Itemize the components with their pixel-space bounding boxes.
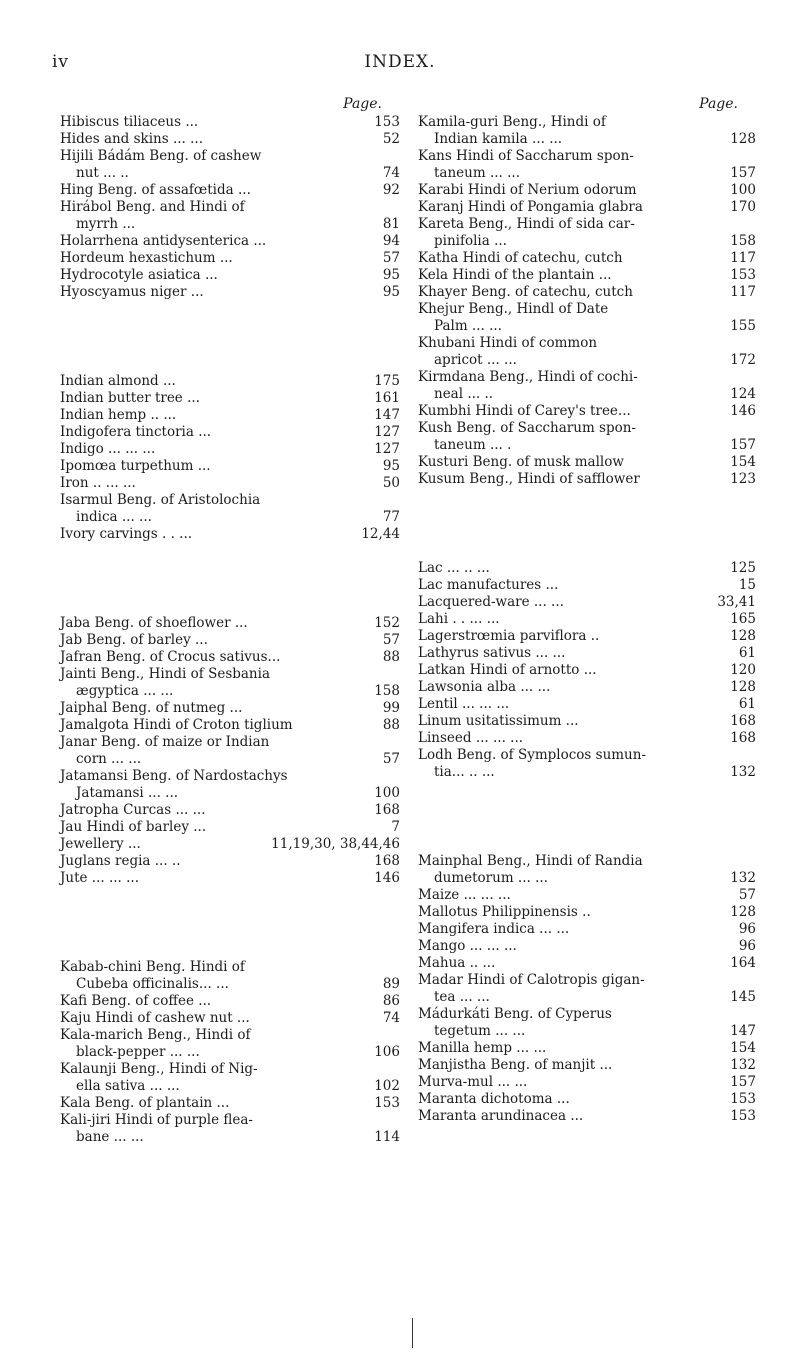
page-column-label: Page.	[343, 96, 382, 112]
entry-page: 123	[730, 471, 756, 487]
index-entry	[418, 955, 756, 972]
index-entry	[418, 114, 756, 148]
entry-term: Kush Beng. of Saccharum spon- taneum ... .	[418, 420, 636, 453]
entry-page: 95	[382, 458, 400, 474]
entry-term: Kusum Beng., Hindi of safflower	[418, 471, 640, 487]
index-entry	[418, 594, 756, 611]
entry-page: 57	[382, 250, 400, 266]
entry-term: Juglans regia ... ..	[60, 853, 181, 869]
index-entry	[60, 424, 400, 441]
entry-term: Mahua .. ...	[418, 955, 496, 971]
entry-term: Mangifera indica ... ...	[418, 921, 570, 937]
entry-term: Lodh Beng. of Symplocos sumun- tia... .. ...	[418, 747, 647, 780]
index-entry	[60, 1027, 400, 1061]
entry-page: 153	[730, 267, 756, 283]
entry-page: 170	[730, 199, 756, 215]
entry-term: Hijili Bádám Beng. of cashew nut ... ..	[60, 148, 262, 181]
index-entry	[60, 836, 400, 853]
index-entry	[60, 492, 400, 526]
entry-term: Kala-marich Beng., Hindi of black-pepper ... ...	[60, 1027, 251, 1060]
entry-page: 147	[374, 407, 400, 423]
index-entry	[60, 407, 400, 424]
entry-page: 81	[382, 216, 400, 232]
entry-term: Hordeum hexastichum ...	[60, 250, 233, 266]
entry-page: 102	[374, 1078, 400, 1094]
entry-page: 153	[374, 114, 400, 130]
entry-page: 158	[730, 233, 756, 249]
left-column	[60, 96, 400, 1146]
index-entry	[60, 1010, 400, 1027]
index-entry	[60, 373, 400, 390]
entry-page: 128	[730, 628, 756, 644]
column-divider	[412, 1318, 413, 1348]
entry-page: 128	[730, 904, 756, 920]
entry-page: 99	[382, 700, 400, 716]
entry-term: Indigofera tinctoria ...	[60, 424, 212, 440]
entry-page: 168	[730, 730, 756, 746]
index-entry	[418, 887, 756, 904]
entry-term: Mainphal Beng., Hindi of Randia dumetorum ... ...	[418, 853, 643, 886]
entry-page: 132	[730, 764, 756, 780]
page-header	[0, 52, 800, 82]
entry-term: Kusturi Beng. of musk mallow	[418, 454, 624, 470]
entry-term: Jaiphal Beng. of nutmeg ...	[60, 700, 243, 716]
entry-term: Kalaunji Beng., Hindi of Nig- ella sativa ... ...	[60, 1061, 258, 1094]
page-number: iv	[52, 52, 70, 72]
entry-page: 152	[374, 615, 400, 631]
entry-page: 154	[730, 1040, 756, 1056]
index-entry	[418, 420, 756, 454]
entry-term: Murva-mul ... ...	[418, 1074, 528, 1090]
entry-page: 77	[382, 509, 400, 525]
index-letter-group	[418, 560, 756, 781]
entry-page: 165	[730, 611, 756, 627]
index-entry	[60, 700, 400, 717]
entry-term: Jainti Beng., Hindi of Sesbania ægyptica ... ...	[60, 666, 270, 699]
index-entry	[418, 938, 756, 955]
entry-term: Lagerstrœmia parviflora ..	[418, 628, 600, 644]
index-entry	[418, 216, 756, 250]
entry-page: 86	[382, 993, 400, 1009]
entry-term: Indigo ... ... ...	[60, 441, 156, 457]
letter-gap	[60, 887, 400, 959]
index-entry	[418, 199, 756, 216]
entry-term: Kamila-guri Beng., Hindi of Indian kamila ... ...	[418, 114, 606, 147]
entry-term: Mallotus Philippinensis ..	[418, 904, 591, 920]
entry-page: 172	[730, 352, 756, 368]
index-entry	[418, 1091, 756, 1108]
entry-page: 74	[382, 165, 400, 181]
entry-page: 95	[382, 284, 400, 300]
entry-page: 161	[374, 390, 400, 406]
entry-term: Jab Beng. of barley ...	[60, 632, 208, 648]
index-entry	[418, 1108, 756, 1125]
entry-page: 128	[730, 679, 756, 695]
index-entry	[60, 853, 400, 870]
index-entry	[60, 284, 400, 301]
entry-page: 88	[382, 649, 400, 665]
index-entry	[418, 713, 756, 730]
entry-page: 146	[730, 403, 756, 419]
entry-page: 11,19,30, 38,44,46	[271, 836, 400, 852]
index-entry	[60, 114, 400, 131]
entry-page: 96	[738, 938, 756, 954]
entry-term: Kali-jiri Hindi of purple flea- bane ... ...	[60, 1112, 253, 1145]
entry-page: 153	[730, 1108, 756, 1124]
entry-term: Khayer Beng. of catechu, cutch	[418, 284, 633, 300]
entry-term: Maize ... ... ...	[418, 887, 511, 903]
index-letter-group	[60, 615, 400, 887]
index-entry	[418, 904, 756, 921]
index-entry	[418, 1074, 756, 1091]
entry-page: 50	[382, 475, 400, 491]
index-entry	[60, 233, 400, 250]
entry-term: Khubani Hindi of common apricot ... ...	[418, 335, 598, 368]
entry-term: Kala Beng. of plantain ...	[60, 1095, 230, 1111]
entry-page: 128	[730, 131, 756, 147]
entry-term: Lacquered-ware ... ...	[418, 594, 564, 610]
entry-term: Lentil ... ... ...	[418, 696, 510, 712]
index-entry	[60, 768, 400, 802]
letter-gap	[418, 781, 756, 853]
entry-page: 117	[730, 284, 756, 300]
entry-term: Linseed ... ... ...	[418, 730, 524, 746]
entry-page: 146	[374, 870, 400, 886]
entry-page: 57	[738, 887, 756, 903]
index-entry	[60, 649, 400, 666]
index-entry	[418, 730, 756, 747]
entry-term: Iron .. ... ...	[60, 475, 136, 491]
entry-term: Janar Beng. of maize or Indian corn ... ...	[60, 734, 270, 767]
index-entry	[60, 182, 400, 199]
page-column-label: Page.	[699, 96, 738, 112]
entry-page: 153	[374, 1095, 400, 1111]
entry-term: Indian hemp .. ...	[60, 407, 177, 423]
index-entry	[418, 611, 756, 628]
index-entry	[418, 679, 756, 696]
entry-page: 33,41	[717, 594, 756, 610]
index-entry	[418, 921, 756, 938]
index-entry	[418, 403, 756, 420]
entry-page: 12,44	[361, 526, 400, 542]
entry-term: Hides and skins ... ...	[60, 131, 203, 147]
entry-page: 100	[730, 182, 756, 198]
entry-term: Mango ... ... ...	[418, 938, 517, 954]
index-entry	[418, 662, 756, 679]
entry-term: Holarrhena antidysenterica ...	[60, 233, 267, 249]
entry-term: Katha Hindi of catechu, cutch	[418, 250, 623, 266]
entry-page: 120	[730, 662, 756, 678]
entry-page: 89	[382, 976, 400, 992]
entry-page: 117	[730, 250, 756, 266]
entry-page: 125	[730, 560, 756, 576]
index-entry	[418, 335, 756, 369]
index-entry	[60, 1112, 400, 1146]
index-entry	[418, 560, 756, 577]
entry-page: 61	[738, 696, 756, 712]
index-entry	[418, 471, 756, 488]
entry-page: 157	[730, 1074, 756, 1090]
index-entry	[418, 369, 756, 403]
entry-term: Kans Hindi of Saccharum spon- taneum ... ...	[418, 148, 634, 181]
entry-term: Indian butter tree ...	[60, 390, 200, 406]
entry-term: Maranta dichotoma ...	[418, 1091, 570, 1107]
index-entry	[418, 1006, 756, 1040]
index-entry	[418, 454, 756, 471]
index-entry	[60, 802, 400, 819]
entry-page: 175	[374, 373, 400, 389]
index-entry	[418, 1040, 756, 1057]
index-entry	[60, 717, 400, 734]
entry-page: 88	[382, 717, 400, 733]
entry-page: 158	[374, 683, 400, 699]
entry-term: Ivory carvings . . ...	[60, 526, 193, 542]
entry-page: 7	[391, 819, 400, 835]
index-entry	[418, 182, 756, 199]
entry-page: 57	[382, 751, 400, 767]
entry-page: 124	[730, 386, 756, 402]
entry-term: Lac ... .. ...	[418, 560, 490, 576]
index-entry	[418, 696, 756, 713]
entry-term: Hibiscus tiliaceus ...	[60, 114, 199, 130]
index-entry	[60, 870, 400, 887]
entry-term: Jafran Beng. of Crocus sativus...	[60, 649, 281, 665]
index-entry	[418, 301, 756, 335]
entry-page: 157	[730, 437, 756, 453]
index-entry	[60, 959, 400, 993]
index-groups	[60, 114, 400, 1146]
entry-term: Madar Hindi of Calotropis gigan- tea ... ...	[418, 972, 645, 1005]
index-entry	[60, 131, 400, 148]
entry-page: 94	[382, 233, 400, 249]
entry-term: Kareta Beng., Hindi of sida car- pinifolia ...	[418, 216, 635, 249]
index-entry	[60, 1095, 400, 1112]
entry-term: Jaba Beng. of shoeflower ...	[60, 615, 248, 631]
entry-term: Jewellery ...	[60, 836, 141, 852]
index-letter-group	[60, 959, 400, 1146]
entry-page: 127	[374, 441, 400, 457]
entry-page: 96	[738, 921, 756, 937]
entry-page: 61	[738, 645, 756, 661]
entry-page: 147	[730, 1023, 756, 1039]
letter-gap	[60, 543, 400, 615]
index-entry	[418, 628, 756, 645]
entry-term: Lawsonia alba ... ...	[418, 679, 551, 695]
entry-term: Indian almond ...	[60, 373, 176, 389]
index-letter-group	[60, 373, 400, 543]
index-entry	[418, 747, 756, 781]
entry-page: 57	[382, 632, 400, 648]
entry-page: 168	[730, 713, 756, 729]
entry-term: Lac manufactures ...	[418, 577, 559, 593]
index-entry	[418, 148, 756, 182]
entry-page: 168	[374, 802, 400, 818]
entry-term: Ipomœa turpethum ...	[60, 458, 211, 474]
entry-term: Hyoscyamus niger ...	[60, 284, 204, 300]
entry-page: 168	[374, 853, 400, 869]
letter-gap	[60, 301, 400, 373]
entry-term: Jatropha Curcas ... ...	[60, 802, 206, 818]
index-entry	[60, 615, 400, 632]
entry-term: Manilla hemp ... ...	[418, 1040, 547, 1056]
entry-term: Karabi Hindi of Nerium odorum	[418, 182, 637, 198]
entry-page: 95	[382, 267, 400, 283]
index-entry	[60, 250, 400, 267]
entry-term: Linum usitatissimum ...	[418, 713, 579, 729]
entry-term: Khejur Beng., Hindl of Date Palm ... ...	[418, 301, 609, 334]
entry-term: Lahi . . ... ...	[418, 611, 500, 627]
index-entry	[418, 284, 756, 301]
entry-term: Kafi Beng. of coffee ...	[60, 993, 212, 1009]
entry-page: 100	[374, 785, 400, 801]
entry-term: Jau Hindi of barley ...	[60, 819, 207, 835]
index-entry	[418, 267, 756, 284]
index-entry	[418, 853, 756, 887]
entry-term: Latkan Hindi of arnotto ...	[418, 662, 597, 678]
index-entry	[60, 526, 400, 543]
index-entry	[60, 148, 400, 182]
entry-page: 132	[730, 870, 756, 886]
index-entry	[418, 250, 756, 267]
entry-term: Jute ... ... ...	[60, 870, 140, 886]
entry-page: 127	[374, 424, 400, 440]
entry-term: Kumbhi Hindi of Carey's tree...	[418, 403, 631, 419]
index-entry	[418, 972, 756, 1006]
entry-page: 106	[374, 1044, 400, 1060]
index-entry	[60, 666, 400, 700]
index-entry	[60, 734, 400, 768]
entry-term: Manjistha Beng. of manjit ...	[418, 1057, 613, 1073]
entry-term: Lathyrus sativus ... ...	[418, 645, 566, 661]
entry-term: Maranta arundinacea ...	[418, 1108, 584, 1124]
index-entry	[60, 1061, 400, 1095]
entry-term: Kela Hindi of the plantain ...	[418, 267, 612, 283]
letter-gap	[418, 488, 756, 560]
index-letter-group	[418, 853, 756, 1125]
entry-page: 52	[382, 131, 400, 147]
index-groups	[418, 114, 756, 1125]
right-column	[418, 96, 756, 1125]
entry-page: 155	[730, 318, 756, 334]
entry-term: Kabab-chini Beng. Hindi of Cubeba officinalis... ...	[60, 959, 245, 992]
entry-page: 132	[730, 1057, 756, 1073]
entry-term: Jatamansi Beng. of Nardostachys Jatamansi ... ...	[60, 768, 288, 801]
entry-page: 145	[730, 989, 756, 1005]
entry-page: 92	[382, 182, 400, 198]
entry-page: 74	[382, 1010, 400, 1026]
index-letter-group	[60, 114, 400, 301]
entry-page: 157	[730, 165, 756, 181]
index-entry	[60, 267, 400, 284]
index-entry	[60, 199, 400, 233]
entry-term: Kirmdana Beng., Hindi of cochi- neal ... ..	[418, 369, 638, 402]
entry-page: 15	[738, 577, 756, 593]
page-title: INDEX.	[364, 52, 436, 72]
index-letter-group	[418, 114, 756, 488]
entry-term: Jamalgota Hindi of Croton tiglium	[60, 717, 293, 733]
index-entry	[418, 1057, 756, 1074]
entry-term: Kaju Hindi of cashew nut ...	[60, 1010, 250, 1026]
index-entry	[60, 632, 400, 649]
index-entry	[60, 458, 400, 475]
entry-term: Isarmul Beng. of Aristolochia indica ... ...	[60, 492, 261, 525]
index-entry	[60, 475, 400, 492]
entry-page: 153	[730, 1091, 756, 1107]
entry-term: Mádurkáti Beng. of Cyperus tegetum ... ...	[418, 1006, 612, 1039]
entry-term: Hing Beng. of assafœtida ...	[60, 182, 251, 198]
index-entry	[60, 390, 400, 407]
index-entry	[418, 645, 756, 662]
index-entry	[60, 441, 400, 458]
entry-page: 154	[730, 454, 756, 470]
entry-page: 114	[374, 1129, 400, 1145]
index-entry	[60, 819, 400, 836]
entry-term: Hydrocotyle asiatica ...	[60, 267, 218, 283]
index-entry	[418, 577, 756, 594]
entry-term: Hirábol Beng. and Hindi of myrrh ...	[60, 199, 245, 232]
entry-page: 164	[730, 955, 756, 971]
entry-term: Karanj Hindi of Pongamia glabra	[418, 199, 643, 215]
index-entry	[60, 993, 400, 1010]
